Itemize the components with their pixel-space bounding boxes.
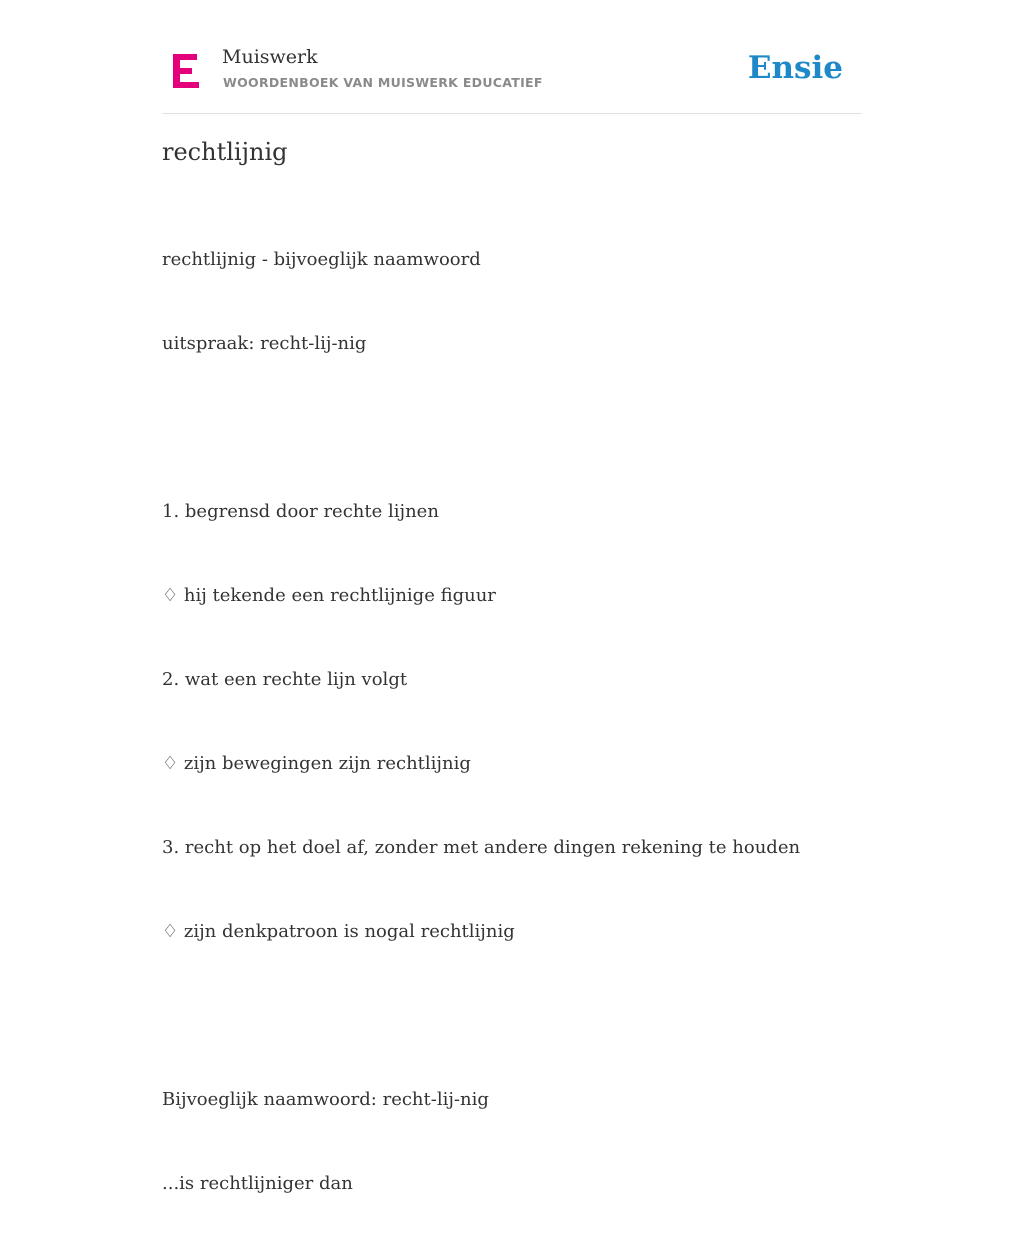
entry-line: 1. begrensd door rechte lijnen xyxy=(162,501,439,522)
entry-line: rechtlijnig - bijvoeglijk naamwoord xyxy=(162,249,481,270)
muiswerk-e-logo-icon[interactable] xyxy=(173,54,199,88)
entry-line: ♢ hij tekende een rechtlijnige figuur xyxy=(162,585,496,606)
logo-bar-middle xyxy=(173,68,192,74)
entry-line xyxy=(162,414,800,442)
site-name-link[interactable]: Muiswerk xyxy=(222,46,318,68)
entry-line: ♢ zijn denkpatroon is nogal rechtlijnig xyxy=(162,921,515,942)
entry-line xyxy=(162,1002,800,1030)
entry-line: Bijvoeglijk naamwoord: recht-lij-nig xyxy=(162,1089,489,1110)
dictionary-entry xyxy=(162,190,800,1254)
entry-line: 3. recht op het doel af, zonder met andere dingen rekening te houden xyxy=(162,837,801,858)
entry-line: uitspraak: recht-lij-nig xyxy=(162,333,367,354)
site-subtitle: WOORDENBOEK VAN MUISWERK EDUCATIEF xyxy=(223,75,543,90)
site-header xyxy=(162,0,862,114)
entry-line: ...is rechtlijniger dan xyxy=(162,1173,353,1194)
page-title: rechtlijnig xyxy=(162,138,288,166)
entry-line: ♢ zijn bewegingen zijn rechtlijnig xyxy=(162,753,471,774)
entry-line: 2. wat een rechte lijn volgt xyxy=(162,669,408,690)
ensie-logo-link[interactable]: Ensie xyxy=(747,50,843,86)
logo-bar-bottom xyxy=(173,82,199,88)
page-container xyxy=(162,0,862,1194)
logo-bar-top xyxy=(173,54,197,60)
